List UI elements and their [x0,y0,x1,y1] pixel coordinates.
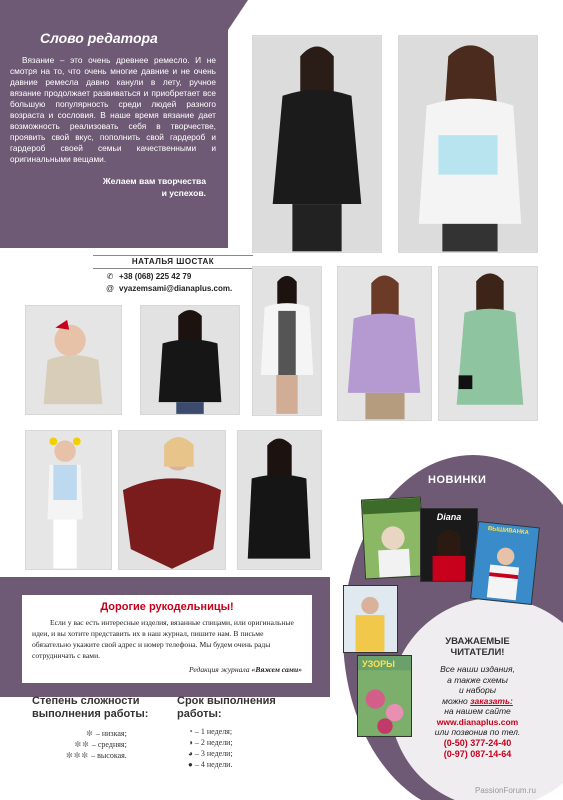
readers-line: Все наши издания, [440,664,515,674]
readers-line: а также схемы [447,674,508,685]
editor-panel [0,0,228,248]
snowflake-icon: ✼✼✼ [66,751,90,760]
clock-full-icon: ● [188,760,193,769]
photo-black-lace-top [252,35,382,253]
letter-title: Дорогие рукодельницы! [100,601,234,613]
readers-line: и наборы [459,685,496,695]
difficulty-item [66,739,127,750]
difficulty-title [32,695,148,721]
photo-black-cardigan [140,305,240,415]
difficulty-label: – высокая. [91,751,127,760]
novinki-title: НОВИНКИ [428,474,487,486]
duration-item [188,759,233,770]
order-link[interactable]: заказать: [470,695,513,706]
readers-block [420,636,535,760]
duration-list [188,726,233,770]
readers-word: можно [442,695,468,706]
editor-body: Вязание – это очень древнее ремесло. И не смотря на то, что очень многие давние и не очень давние ремесла давно канули в лету, ручное вязание продолжает развиваться и приобретает все большую популярность среди людей разного возраста и сословия. В наше время вязание дает возможность реализовать себя в творчестве, проявить свой вкус, пополнить свой гардероб и гардероб своей семьи качественными и оригинальными вещами. [10,55,216,164]
difficulty-label: – низкая; [95,729,127,738]
magazine-title: Diana [436,512,462,522]
magazine-uzory[interactable] [357,655,412,737]
photo-girl-vest [25,430,112,570]
at-icon: @ [105,284,115,293]
readers-title-line: УВАЖАЕМЫЕ [445,636,510,647]
difficulty-item [66,750,127,761]
photo-white-cardigan [252,266,322,416]
duration-item [188,748,233,759]
phone-line [93,271,253,283]
phone-number[interactable]: (0-97) 087-14-64 [443,748,512,759]
magazine-cover[interactable] [361,496,425,579]
editor-wish [10,175,216,199]
photo-white-lace-top [398,35,538,253]
editor-panel-fold [228,0,248,30]
difficulty-title-line: выполнения работы: [32,708,149,720]
email-line [93,283,253,295]
magazine-title: УЗОРЫ [362,659,395,669]
duration-label: – 4 недели. [194,760,233,769]
difficulty-label: – средняя; [91,740,127,749]
photo-lilac-top [337,266,432,421]
readers-line: или позвонив по тел. [434,727,521,737]
duration-item [188,726,233,737]
duration-label: – 2 недели; [194,738,233,747]
editor-phone: +38 (068) 225 42 79 [119,272,192,281]
clock-quarter-icon: ◔ [188,727,193,736]
editor-wish-line: и успехов. [161,188,206,198]
duration-item [188,737,233,748]
letter-body: Если у вас есть интересные изделия, вязанные спицами, или оригинальные идеи, и вы хотите представить их в наш журнал, пишите нам. В письме обязательно укажите свой адрес и номер телефона. Мы будем очень рады сотрудничать с вами. [32,618,294,660]
signature-name: «Вяжем сами» [251,665,302,674]
duration-title-line: работы: [177,708,222,720]
magazine-title: ВЫШИВАНКА [487,526,530,537]
letter-box [22,595,312,683]
snowflake-icon: ✼✼ [74,740,90,749]
photo-green-dress [438,266,538,421]
difficulty-item [66,728,127,739]
watermark: PassionForum.ru [475,786,536,795]
difficulty-list [66,728,127,761]
editor-wish-line: Желаем вам творчества [102,176,206,186]
signature-prefix: Редакция журнала [188,665,250,674]
difficulty-title-line: Степень сложности [32,695,140,707]
duration-label: – 3 недели; [194,749,233,758]
duration-title-line: Срок выполнения [177,695,276,707]
phone-number[interactable]: (0-50) 377-24-40 [443,737,512,748]
editor-email[interactable]: vyazemsami@dianaplus.com. [119,284,233,293]
magazine-yellow[interactable] [343,585,398,653]
editor-contact [93,255,253,295]
site-link[interactable]: www.dianaplus.com [436,716,519,727]
readers-line [420,696,535,707]
magazine-diana[interactable] [420,508,478,582]
editor-name: НАТАЛЬЯ ШОСТАК [93,255,253,269]
readers-line: на нашем сайте [444,706,511,716]
duration-label: – 1 неделя; [194,727,233,736]
clock-three-quarter-icon: ◕ [188,749,193,758]
readers-title [420,636,535,658]
photo-black-lace-dress [237,430,322,570]
letter-signature [32,665,302,674]
photo-baby-sweater [25,305,122,415]
snowflake-icon: ✼ [86,729,94,738]
readers-body [420,664,535,738]
magazine-vyshivanka[interactable] [470,521,540,605]
readers-title-line: ЧИТАТЕЛИ! [450,647,505,658]
editor-title: Слово редатора [40,30,158,46]
clock-half-icon: ◑ [188,738,193,747]
photo-red-shawl [118,430,226,570]
phone-icon: ✆ [106,272,114,281]
duration-title [177,695,276,721]
